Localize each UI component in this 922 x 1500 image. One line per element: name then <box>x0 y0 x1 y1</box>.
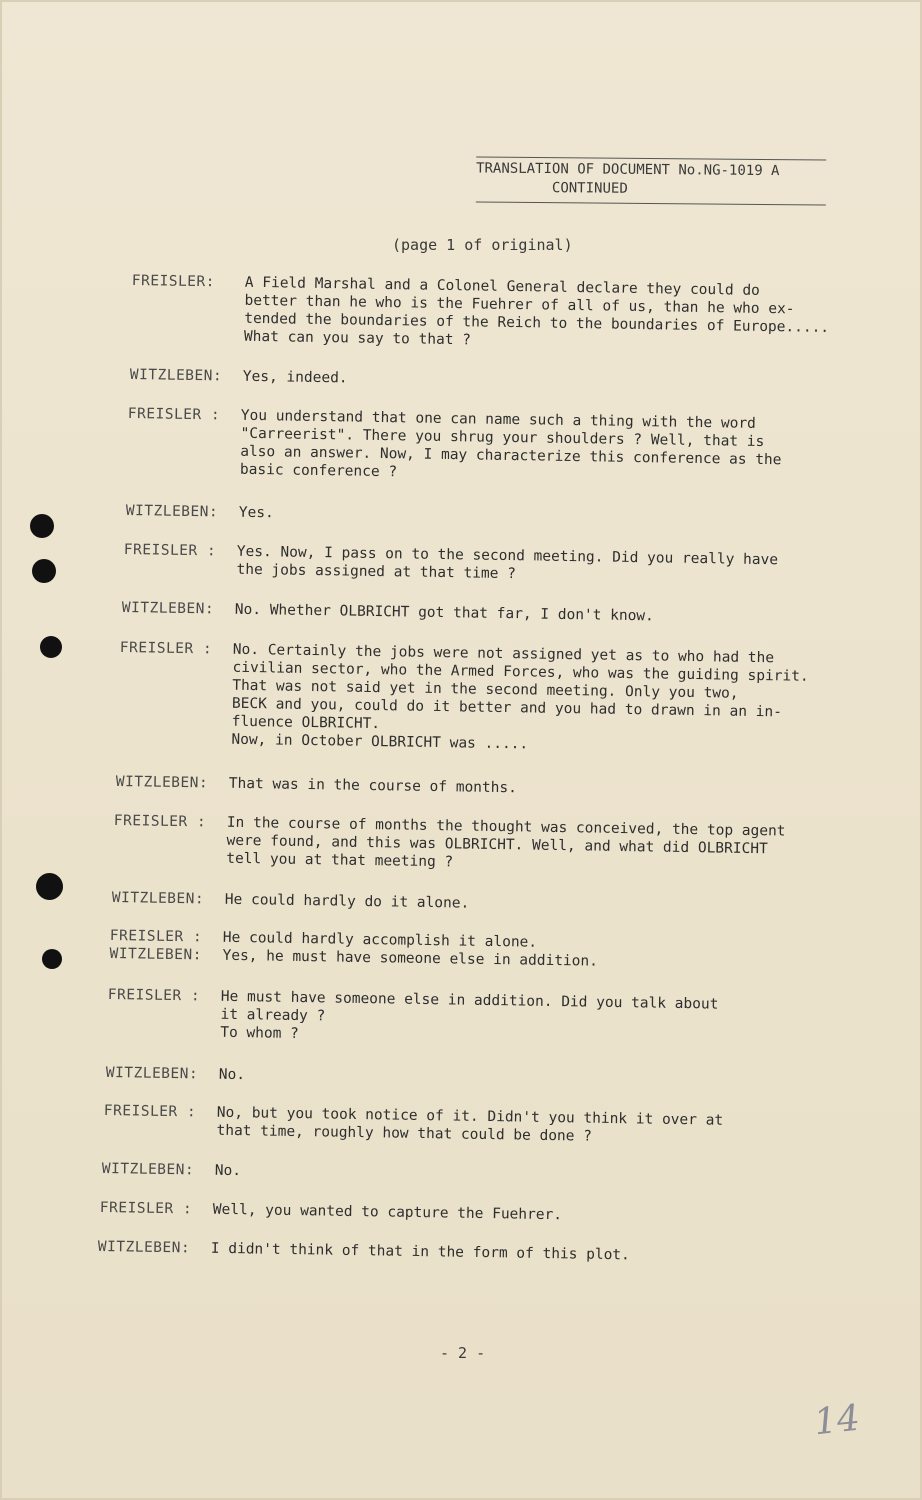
speaker-name: WITZLEBEN: <box>105 1064 199 1083</box>
page-note: (page 1 of original) <box>392 236 573 254</box>
speaker-name: WITZLEBEN: <box>121 599 215 618</box>
speech-text: He could hardly accomplish it alone. Yes, he must have someone else in addition. <box>222 929 599 970</box>
speech-text: He could hardly do it alone. <box>224 891 470 912</box>
speaker-name: FREISLER : <box>99 1199 193 1218</box>
page-number: - 2 - <box>440 1344 486 1362</box>
punch-hole-icon <box>42 949 62 969</box>
speaker-name: FREISLER : <box>127 405 221 424</box>
speech-text: No. <box>214 1162 242 1180</box>
speaker-name: FREISLER : <box>103 1102 197 1121</box>
speaker-name: WITZLEBEN: <box>129 366 223 385</box>
speech-text: No. Certainly the jobs were not assigned yet as to who had the civilian sector, who the Armed Forces, who was the guiding spirit. That was not said yet in the second meeting. Only you two, BECK and you, could do it better and you had to drawn in an in- fluence OLBRICHT. Now, in October OLBRICHT was ..... <box>231 641 809 753</box>
speech-text: Yes. <box>238 504 274 522</box>
speech-text: Yes, indeed. <box>242 368 348 387</box>
punch-hole-icon <box>30 514 54 538</box>
speech-text: He must have someone else in addition. Did you talk about it already ? To whom ? <box>220 988 719 1043</box>
speaker-name: WITZLEBEN: <box>101 1160 195 1179</box>
speech-text: No, but you took notice of it. Didn't you think it over at that time, roughly how that could be done ? <box>216 1104 724 1145</box>
speech-text: Well, you wanted to capture the Fuehrer. <box>212 1201 563 1224</box>
speaker-name: WITZLEBEN: <box>115 773 209 792</box>
punch-hole-icon <box>40 636 62 658</box>
speaker-name: FREISLER : <box>107 986 201 1005</box>
punch-hole-icon <box>32 559 56 583</box>
speaker-name: WITZLEBEN: <box>111 889 205 908</box>
speaker-name: FREISLER : <box>119 639 213 658</box>
speech-text: Yes. Now, I pass on to the second meeting. Did you really have the jobs assigned at that time ? <box>236 543 779 583</box>
header-title: TRANSLATION OF DOCUMENT No.NG-1019 A <box>476 160 780 180</box>
document-header <box>476 156 826 205</box>
speaker-name: FREISLER : WITZLEBEN: <box>109 927 203 964</box>
speaker-name: FREISLER : <box>113 812 207 831</box>
speaker-name: FREISLER: <box>131 272 216 291</box>
speaker-name: WITZLEBEN: <box>97 1238 191 1257</box>
speech-text: You understand that one can name such a thing with the word "Carreerist". There you shrug your shoulders ? Well, that is also an answer. Now, I may characterize this conference as the basic conference ? <box>239 407 782 481</box>
speech-text: A Field Marshal and a Colonel General declare they could do better than he who is the Fuehrer of all of us, than he who ex- tended the boundaries of the Reich to the boundaries of Europe..... What can you say to that ? <box>243 274 830 349</box>
speech-text: In the course of months the thought was conceived, the top agent were found, and this was OLBRICHT. Well, and what did OLBRICHT tell you at that meeting ? <box>226 814 786 871</box>
speech-text: No. Whether OLBRICHT got that far, I don't know. <box>234 601 654 625</box>
punch-hole-icon <box>36 873 63 900</box>
handwritten-mark: 14 <box>811 1397 862 1444</box>
header-continued: CONTINUED <box>551 180 628 197</box>
speech-text: No. <box>218 1066 246 1084</box>
speech-text: That was in the course of months. <box>228 775 518 797</box>
speech-text: I didn't think of that in the form of this plot. <box>210 1240 630 1264</box>
speaker-name: WITZLEBEN: <box>125 502 219 521</box>
speaker-name: FREISLER : <box>123 541 217 560</box>
